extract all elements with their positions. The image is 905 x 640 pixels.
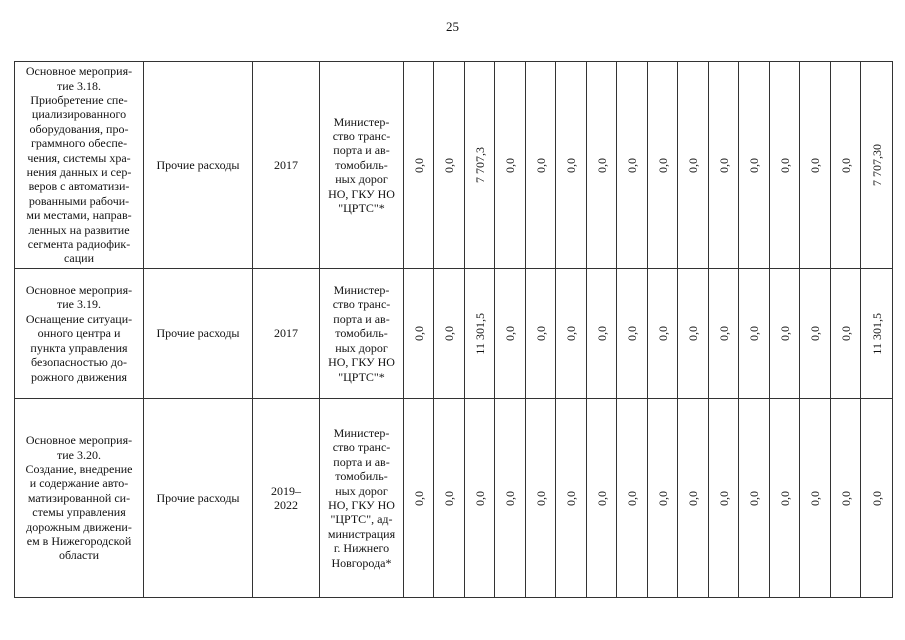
value-cell — [617, 399, 648, 598]
value-cell — [831, 269, 861, 399]
value-text: 0,0 — [625, 326, 639, 341]
value-text: 0,0 — [655, 490, 670, 506]
value-text: 0,0 — [808, 157, 822, 173]
value-text: 0,0 — [503, 157, 517, 173]
value-text: 0,0 — [411, 490, 426, 506]
value-cell — [831, 62, 861, 269]
value-cell — [556, 399, 587, 598]
value-cell — [739, 399, 770, 598]
value-cell — [648, 269, 678, 399]
value-cell — [526, 62, 556, 269]
measure-cell: Основное мероприя- тие 3.18. Приобретение спе- циализированного оборудования, про- граммного обеспе- чения, системы хра- нения данных и сер- веров с автоматизи- рованными рабочи- ми местами, направ- ленных на развитие сегмента радиофик- сации — [15, 62, 144, 269]
table-row — [15, 399, 893, 598]
value-text: 0,0 — [838, 157, 853, 173]
value-cell — [739, 62, 770, 269]
value-cell — [495, 399, 526, 598]
value-cell — [465, 62, 495, 269]
value-text: 0,0 — [655, 157, 670, 173]
expense-type-cell: Прочие расходы — [144, 62, 253, 269]
years-cell: 2019– 2022 — [253, 399, 320, 598]
value-cell — [648, 399, 678, 598]
value-text: 0,0 — [625, 157, 639, 173]
value-cell — [678, 269, 709, 399]
value-text: 7 707,3 — [472, 147, 487, 183]
value-cell — [587, 62, 617, 269]
value-cell — [770, 399, 800, 598]
value-text: 0,0 — [503, 490, 517, 506]
value-cell — [404, 62, 434, 269]
measure-cell: Основное мероприя- тие 3.19. Оснащение ситуаци- онного центра и пункта управления безопасностью до- рожного движения — [15, 269, 144, 399]
value-cell — [709, 62, 739, 269]
value-text: 0,0 — [564, 326, 578, 341]
value-cell — [861, 62, 893, 269]
value-cell — [434, 269, 465, 399]
value-cell — [709, 269, 739, 399]
value-cell — [770, 269, 800, 399]
value-cell — [495, 269, 526, 399]
value-text: 0,0 — [838, 490, 853, 506]
value-text: 0,0 — [808, 490, 822, 506]
value-cell — [556, 269, 587, 399]
value-cell — [800, 62, 831, 269]
value-cell — [556, 62, 587, 269]
value-cell — [617, 62, 648, 269]
page-number: 25 — [446, 19, 459, 34]
value-text: 0,0 — [838, 326, 853, 341]
value-text: 0,0 — [533, 326, 548, 341]
value-cell — [770, 62, 800, 269]
value-cell — [587, 399, 617, 598]
value-cell — [800, 269, 831, 399]
value-cell — [678, 62, 709, 269]
value-cell — [434, 62, 465, 269]
value-text: 0,0 — [411, 157, 426, 173]
value-text: 11 301,5 — [472, 312, 487, 355]
value-text: 0,0 — [777, 490, 792, 506]
value-text: 0,0 — [777, 326, 792, 341]
value-text: 0,0 — [594, 490, 609, 506]
value-text: 0,0 — [625, 490, 639, 506]
years-cell: 2017 — [253, 269, 320, 399]
value-text: 0,0 — [594, 326, 609, 341]
value-text: 0,0 — [442, 326, 456, 341]
value-cell — [861, 269, 893, 399]
value-cell — [465, 269, 495, 399]
value-cell — [404, 399, 434, 598]
value-text: 0,0 — [411, 326, 426, 341]
value-text: 0,0 — [747, 490, 761, 506]
value-cell — [465, 399, 495, 598]
value-cell — [526, 399, 556, 598]
table-row — [15, 269, 893, 399]
value-text: 0,0 — [777, 157, 792, 173]
value-text: 0,0 — [533, 490, 548, 506]
value-text: 0,0 — [442, 490, 456, 506]
value-cell — [495, 62, 526, 269]
value-cell — [526, 269, 556, 399]
value-text: 0,0 — [747, 326, 761, 341]
value-cell — [617, 269, 648, 399]
value-text: 0,0 — [564, 490, 578, 506]
value-text: 0,0 — [503, 326, 517, 341]
value-text: 0,0 — [564, 157, 578, 173]
value-cell — [404, 269, 434, 399]
value-text: 0,0 — [686, 157, 700, 173]
value-text: 0,0 — [442, 157, 456, 173]
value-text: 0,0 — [655, 326, 670, 341]
value-text: 7 707,30 — [869, 144, 884, 186]
value-cell — [739, 269, 770, 399]
value-text: 0,0 — [594, 157, 609, 173]
value-text: 0,0 — [533, 157, 548, 173]
value-cell — [861, 399, 893, 598]
value-cell — [831, 399, 861, 598]
value-text: 0,0 — [747, 157, 761, 173]
measure-cell: Основное мероприя- тие 3.20. Создание, внедрение и содержание авто- матизированной си- стемы управления дорожным движени- ем в Нижегородской области — [15, 399, 144, 598]
value-cell — [709, 399, 739, 598]
executor-cell: Министер- ство транс- порта и ав- томобиль- ных дорог НО, ГКУ НО "ЦРТС", ад- министрация г. Нижнего Новгорода* — [320, 399, 404, 598]
budget-table — [14, 61, 893, 598]
value-cell — [434, 399, 465, 598]
value-cell — [648, 62, 678, 269]
value-text: 0,0 — [808, 326, 822, 341]
value-text: 0,0 — [686, 490, 700, 506]
value-text: 0,0 — [716, 490, 731, 506]
value-text: 0,0 — [869, 490, 884, 506]
years-cell: 2017 — [253, 62, 320, 269]
value-text: 0,0 — [472, 490, 487, 506]
value-cell — [587, 269, 617, 399]
executor-cell: Министер- ство транс- порта и ав- томобиль- ных дорог НО, ГКУ НО "ЦРТС"* — [320, 269, 404, 399]
expense-type-cell: Прочие расходы — [144, 269, 253, 399]
value-text: 0,0 — [716, 326, 731, 341]
value-text: 0,0 — [716, 157, 731, 173]
value-text: 0,0 — [686, 326, 700, 341]
table-row — [15, 62, 893, 269]
value-text: 11 301,5 — [869, 312, 884, 355]
expense-type-cell: Прочие расходы — [144, 399, 253, 598]
value-cell — [678, 399, 709, 598]
value-cell — [800, 399, 831, 598]
executor-cell: Министер- ство транс- порта и ав- томобиль- ных дорог НО, ГКУ НО "ЦРТС"* — [320, 62, 404, 269]
